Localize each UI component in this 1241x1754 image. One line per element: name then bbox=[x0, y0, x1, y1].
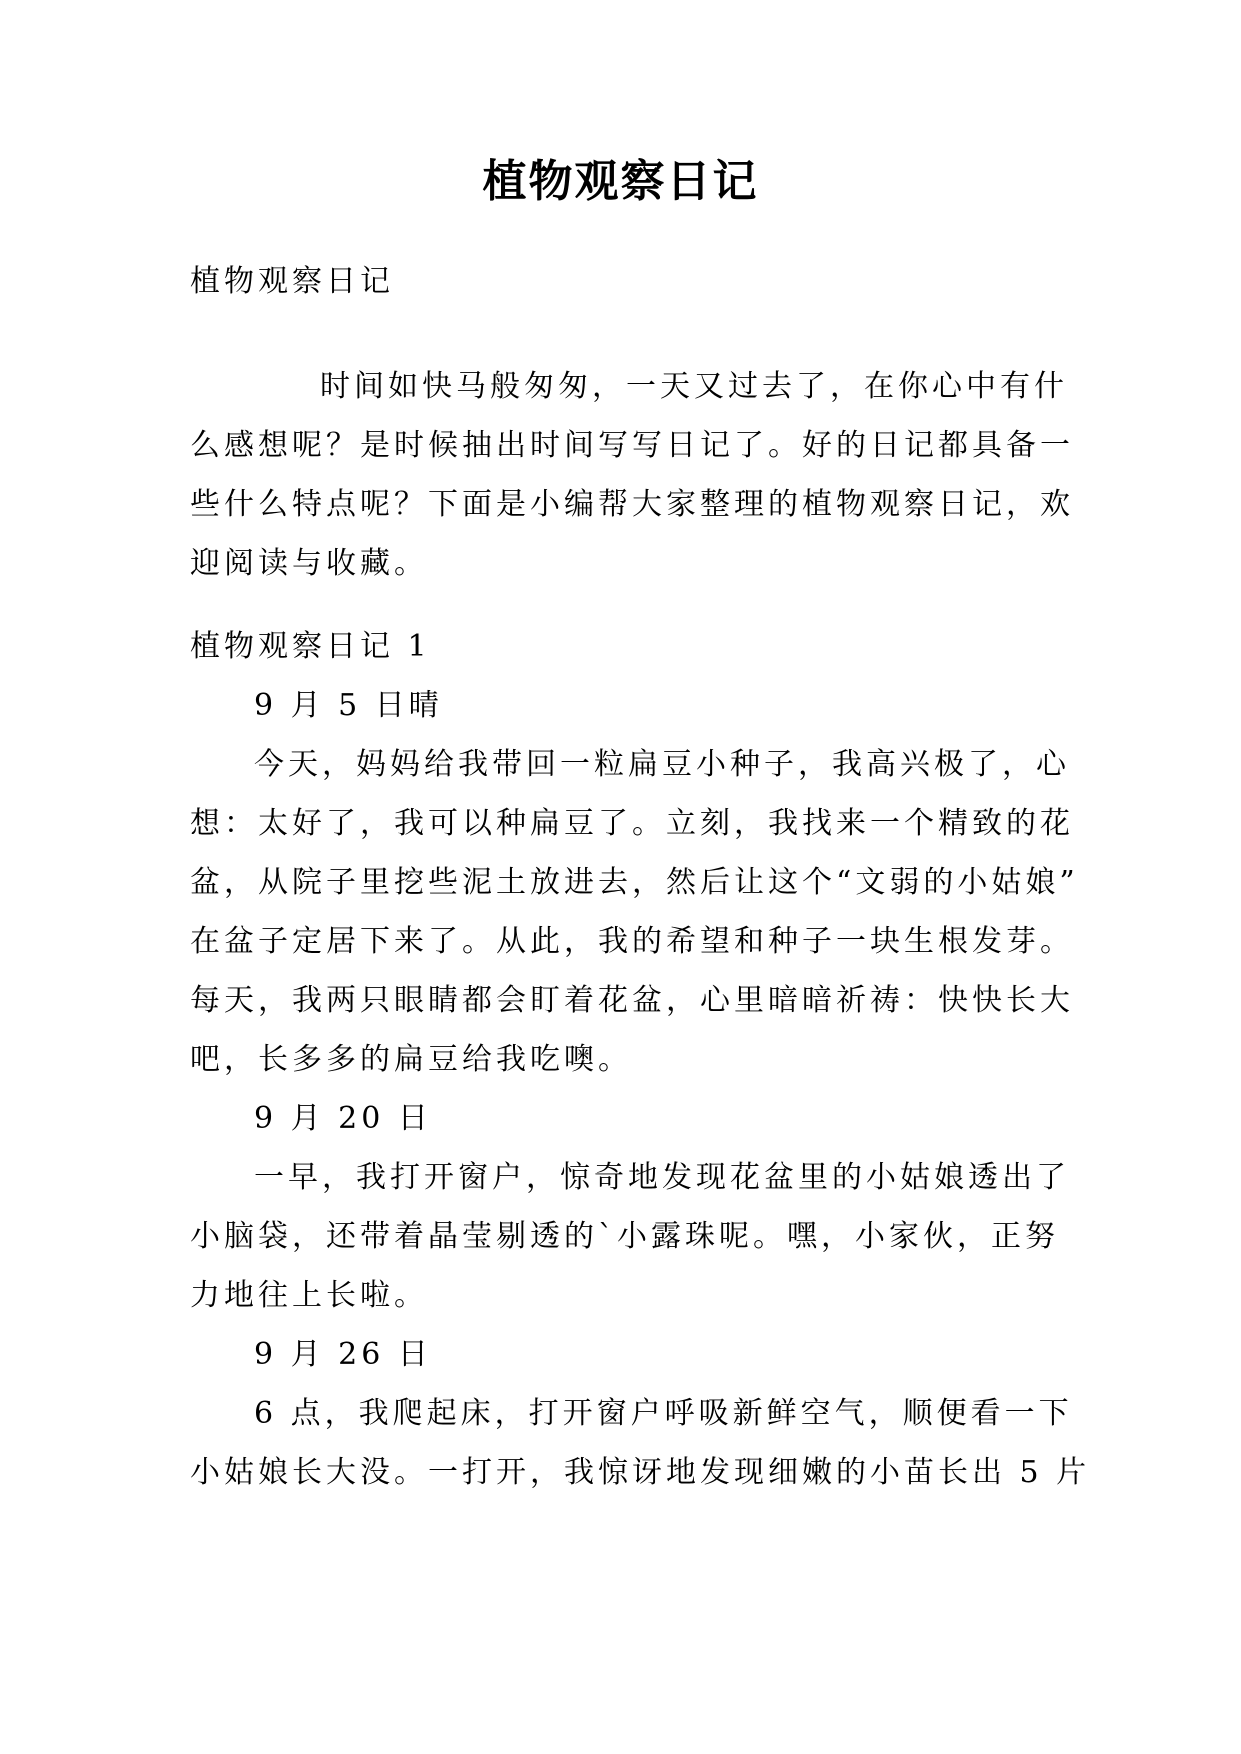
intro-line: 些什么特点呢？下面是小编帮大家整理的植物观察日记，欢 bbox=[190, 487, 1074, 522]
intro-paragraph bbox=[190, 357, 1074, 593]
entry-line: 力地往上长啦。 bbox=[190, 1278, 428, 1313]
entry-line: 吧，长多多的扁豆给我吃噢。 bbox=[190, 1042, 632, 1077]
intro-line: 迎阅读与收藏。 bbox=[190, 546, 428, 581]
section-heading: 植物观察日记 1 bbox=[190, 629, 431, 664]
entry-line: 今天，妈妈给我带回一粒扁豆小种子，我高兴极了，心 bbox=[254, 747, 1070, 782]
entry-line: 每天，我两只眼睛都会盯着花盆，心里暗暗祈祷：快快长大 bbox=[190, 983, 1074, 1018]
entry-line: 一早，我打开窗户，惊奇地发现花盆里的小姑娘透出了 bbox=[254, 1160, 1070, 1195]
intro-line: 么感想呢？是时候抽出时间写写日记了。好的日记都具备一 bbox=[190, 428, 1074, 463]
entry-date: 9 月 26 日 bbox=[254, 1337, 432, 1372]
entry-date: 9 月 20 日 bbox=[254, 1101, 432, 1136]
entry-line: 6 点，我爬起床，打开窗户呼吸新鲜空气，顺便看一下 bbox=[254, 1396, 1073, 1431]
entry-line: 小脑袋，还带着晶莹剔透的`小露珠呢。嘿，小家伙，正努 bbox=[190, 1219, 1059, 1254]
subtitle-text: 植物观察日记 bbox=[190, 264, 394, 299]
intro-line: 时间如快马般匆匆，一天又过去了，在你心中有什 bbox=[320, 369, 1068, 404]
entry-line: 小姑娘长大没。一打开，我惊讶地发现细嫩的小苗长出 5 片 bbox=[190, 1455, 1091, 1490]
doc-subtitle bbox=[190, 252, 1070, 311]
entry-line: 在盆子定居下来了。从此，我的希望和种子一块生根发芽。 bbox=[190, 924, 1074, 959]
entry-line: 想：太好了，我可以种扁豆了。立刻，我找来一个精致的花 bbox=[190, 806, 1074, 841]
diary-section bbox=[190, 617, 1091, 1502]
page-title: 植物观察日记 bbox=[482, 156, 759, 207]
entry-date: 9 月 5 日晴 bbox=[254, 688, 443, 723]
entry-line: 盆，从院子里挖些泥土放进去，然后让这个“文弱的小姑娘” bbox=[190, 865, 1079, 900]
